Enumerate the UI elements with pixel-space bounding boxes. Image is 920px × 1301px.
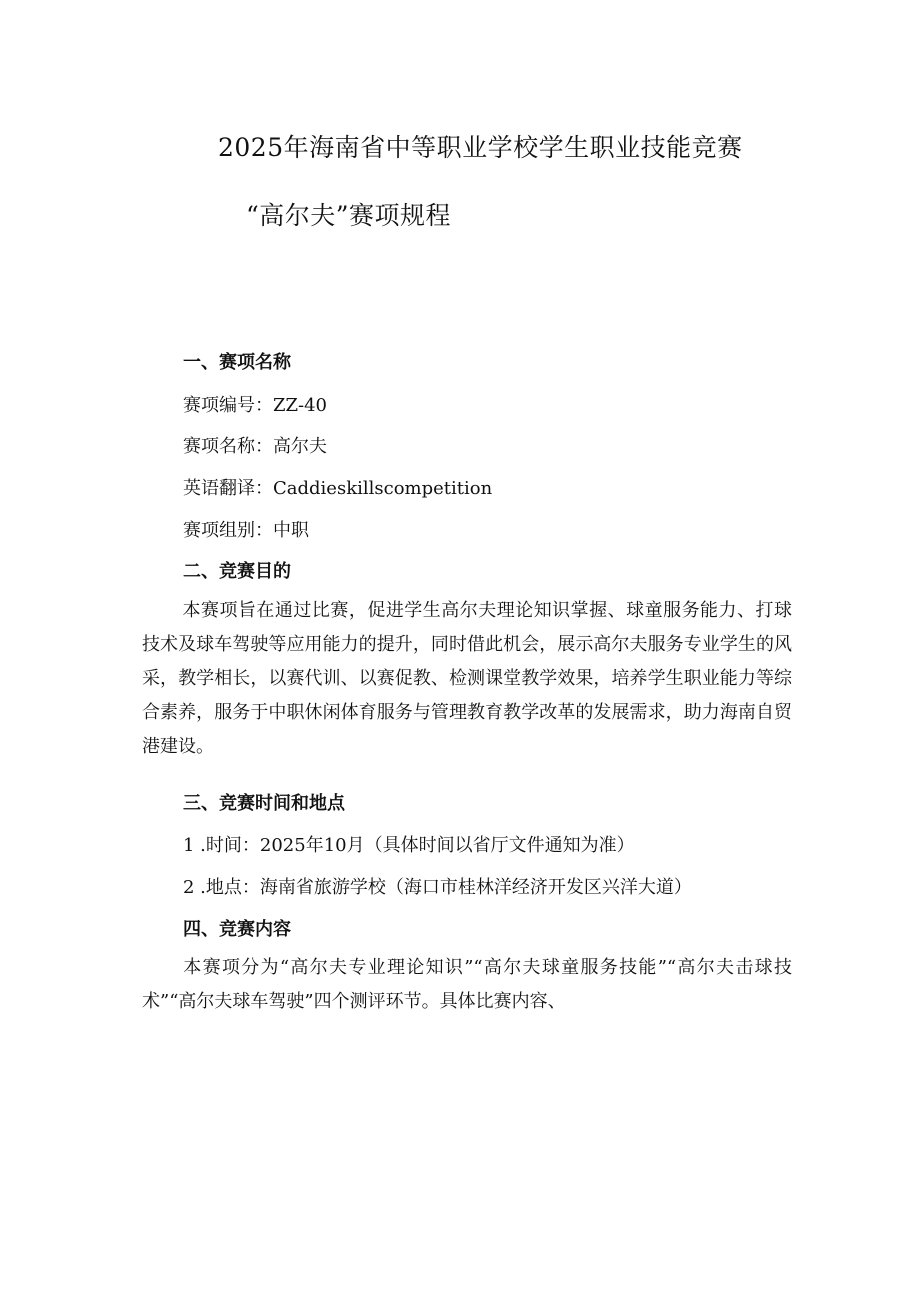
- section4-body-text: 本赛项分为“高尔夫专业理论知识”“高尔夫球童服务技能”“高尔夫击球技术”“高尔夫球车驾驶”四个测评环节。具体比赛内容、: [142, 957, 792, 1012]
- competition-time: 1 .时间：2025年10月（具体时间以省厅文件通知为准）: [183, 835, 635, 856]
- competition-place: 2 .地点：海南省旅游学校（海口市桂林洋经济开发区兴洋大道）: [183, 877, 692, 898]
- document-title-line2: “高尔夫”赛项规程: [246, 201, 452, 230]
- section2-body: [142, 594, 792, 764]
- section4-heading: 四、竞赛内容: [183, 919, 291, 940]
- item-english-name: 英语翻译：Caddieskillscompetition: [183, 478, 493, 499]
- item-name: 赛项名称：高尔夫: [183, 436, 327, 457]
- document-title-line1: 2025年海南省中等职业学校学生职业技能竞赛: [218, 133, 743, 162]
- item-code: 赛项编号：ZZ-40: [183, 395, 327, 416]
- section3-heading: 三、竞赛时间和地点: [183, 793, 345, 814]
- item-group: 赛项组别：中职: [183, 520, 309, 541]
- section2-body-text: 本赛项旨在通过比赛，促进学生高尔夫理论知识掌握、球童服务能力、打球技术及球车驾驶等应用能力的提升，同时借此机会，展示高尔夫服务专业学生的风采，教学相长，以赛代训、以赛促教、检测课堂教学效果，培养学生职业能力等综合素养，服务于中职休闲体育服务与管理教育教学改革的发展需求，助力海南自贸港建设。: [142, 600, 792, 757]
- section4-body: [142, 951, 792, 1019]
- section2-heading: 二、竞赛目的: [183, 561, 291, 582]
- section1-heading: 一、赛项名称: [183, 352, 291, 373]
